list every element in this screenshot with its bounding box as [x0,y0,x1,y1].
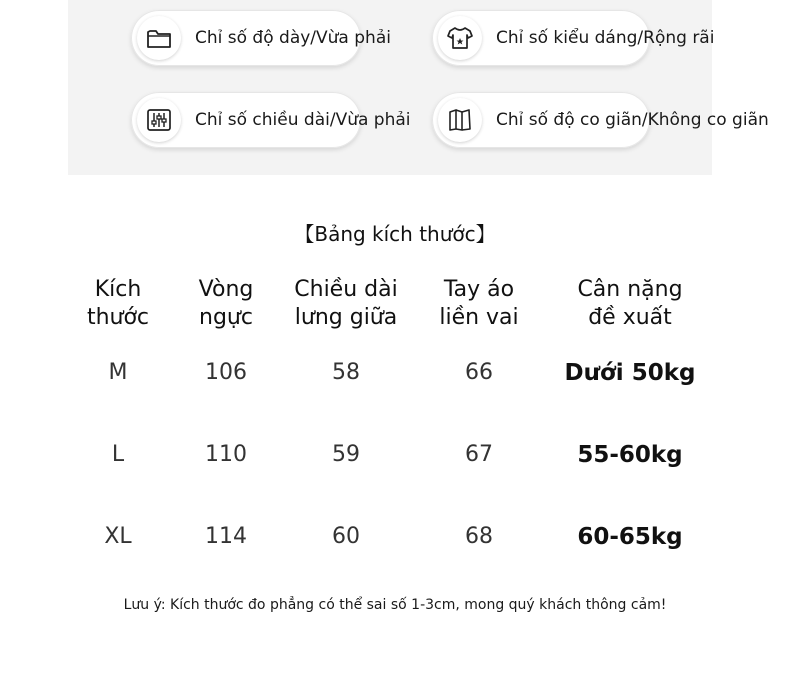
table-cell: 60-65kg [577,524,683,550]
header-sleeve: Tay áo liền vai [439,277,519,330]
folder-icon [137,16,181,60]
header-size: Kích thước [86,277,150,330]
fit-index [432,10,715,66]
table-cell: 60 [332,524,360,549]
sliders-icon [137,98,181,142]
table-cell: L [111,442,125,467]
stretch-label: Chỉ số độ co giãn/Không co giãn [496,110,769,130]
fit-label: Chỉ số kiểu dáng/Rộng rãi [496,28,715,48]
table-cell: 55-60kg [577,442,683,468]
measurement-note: Lưu ý: Kích thước đo phẳng có thể sai số 1-3cm, mong quý khách thông cảm! [123,597,667,613]
length-label: Chỉ số chiều dài/Vừa phải [195,110,411,130]
header-weight: Cân nặng đề xuất [577,277,683,330]
tshirt-icon [438,16,482,60]
table-cell: 58 [332,360,360,385]
table-cell: 59 [332,442,360,467]
header-back-length: Chiều dài lưng giữa [294,277,398,330]
fabric-icon [438,98,482,142]
table-cell: 68 [465,524,493,549]
thickness-index [131,10,391,66]
header-chest: Vòng ngực [198,277,254,330]
stretch-index [432,92,769,148]
table-cell: 106 [205,360,247,385]
size-table-title: 【Bảng kích thước】 [294,222,496,246]
table-cell: 114 [205,524,247,549]
table-cell: 110 [205,442,247,467]
table-cell: Dưới 50kg [564,360,696,386]
table-cell: 66 [465,360,493,385]
table-cell: M [108,360,128,385]
thickness-label: Chỉ số độ dày/Vừa phải [195,28,391,48]
length-index [131,92,411,148]
table-cell: 67 [465,442,493,467]
table-cell: XL [104,524,132,549]
